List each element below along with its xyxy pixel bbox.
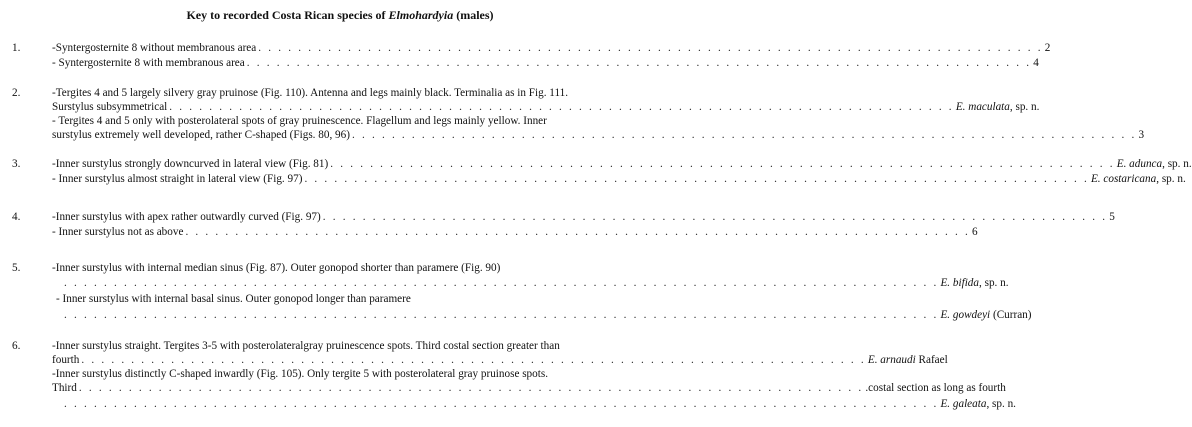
couplet-number: 3.: [12, 158, 21, 170]
key-lead: . . . . . . . . . . . . . . . . . . . . . . . . . . . . . . . . . . . . . . . . . . . . . . . . . . . . . . . . . . . . . . . . . . . . . . . . . . . . . . . . . . . . . . . . E. galeata, sp. n.: [64, 398, 1016, 410]
key-lead: . . . . . . . . . . . . . . . . . . . . . . . . . . . . . . . . . . . . . . . . . . . . . . . . . . . . . . . . . . . . . . . . . . . . . . . . . . . . . . . . . . . . . . . . E. gowdeyi (Curran): [64, 309, 1032, 321]
key-lead: -Inner surstylus with apex rather outwardly curved (Fig. 97) . . . . . . . . . . . . . . . . . . . . . . . . . . . . . . . . . . . . . . . . . . . . . . . . . . . . . . . . . . . . . . . . . . . . . . . . . . . . . . . 5: [52, 211, 1115, 223]
key-lead: -Inner surstylus strongly downcurved in lateral view (Fig. 81) . . . . . . . . . . . . . . . . . . . . . . . . . . . . . . . . . . . . . . . . . . . . . . . . . . . . . . . . . . . . . . . . . . . . . . . . . . . . . . . E. adunca, sp. n.: [52, 158, 1192, 170]
key-lead-text: - Tergites 4 and 5 only with posterolateral spots of gray pruinescence. Flagellum and legs mainly yellow. Inner: [52, 115, 547, 127]
couplet-number: 6.: [12, 340, 21, 352]
key-lead-text: -Inner surstylus with internal median sinus (Fig. 87). Outer gonopod shorter than paramere (Fig. 90): [52, 262, 501, 274]
key-lead: - Syntergosternite 8 with membranous area . . . . . . . . . . . . . . . . . . . . . . . . . . . . . . . . . . . . . . . . . . . . . . . . . . . . . . . . . . . . . . . . . . . . . . . . . . . . . . . 4: [52, 57, 1039, 69]
key-lead: - Inner surstylus not as above . . . . . . . . . . . . . . . . . . . . . . . . . . . . . . . . . . . . . . . . . . . . . . . . . . . . . . . . . . . . . . . . . . . . . . . . . . . . . . . 6: [52, 226, 978, 238]
key-lead: surstylus extremely well developed, rather C-shaped (Figs. 80, 96) . . . . . . . . . . . . . . . . . . . . . . . . . . . . . . . . . . . . . . . . . . . . . . . . . . . . . . . . . . . . . . . . . . . . . . . . . . . . . . . 3: [52, 129, 1145, 141]
couplet-number: 2.: [12, 87, 21, 99]
couplet-number: 5.: [12, 262, 21, 274]
key-lead: - Inner surstylus almost straight in lateral view (Fig. 97) . . . . . . . . . . . . . . . . . . . . . . . . . . . . . . . . . . . . . . . . . . . . . . . . . . . . . . . . . . . . . . . . . . . . . . . . . . . . . . . E. costaricana, sp. n.: [52, 173, 1186, 185]
key-lead-text: -Tergites 4 and 5 largely silvery gray pruinose (Fig. 110). Antenna and legs mainly black. Terminalia as in Fig. 111.: [52, 87, 569, 99]
couplet-number: 1.: [12, 42, 21, 54]
key-lead: Surstylus subsymmetrical . . . . . . . . . . . . . . . . . . . . . . . . . . . . . . . . . . . . . . . . . . . . . . . . . . . . . . . . . . . . . . . . . . . . . . . . . . . . . . . E. maculata, sp. n.: [52, 101, 1040, 113]
key-lead: Third . . . . . . . . . . . . . . . . . . . . . . . . . . . . . . . . . . . . . . . . . . . . . . . . . . . . . . . . . . . . . . . . . . . . . . . . . . . . . . . .costal section as long as fourth: [52, 382, 1006, 394]
key-lead: -Syntergosternite 8 without membranous area . . . . . . . . . . . . . . . . . . . . . . . . . . . . . . . . . . . . . . . . . . . . . . . . . . . . . . . . . . . . . . . . . . . . . . . . . . . . . . . 2: [52, 42, 1051, 54]
key-lead: . . . . . . . . . . . . . . . . . . . . . . . . . . . . . . . . . . . . . . . . . . . . . . . . . . . . . . . . . . . . . . . . . . . . . . . . . . . . . . . . . . . . . . . . E. bifida, sp. n.: [64, 277, 1009, 289]
key-lead-text: - Inner surstylus with internal basal sinus. Outer gonopod longer than paramere: [56, 293, 411, 305]
key-lead: fourth . . . . . . . . . . . . . . . . . . . . . . . . . . . . . . . . . . . . . . . . . . . . . . . . . . . . . . . . . . . . . . . . . . . . . . . . . . . . . . . E. arnaudi Rafael: [52, 354, 948, 366]
key-lead-text: -Inner surstylus straight. Tergites 3-5 with posterolateralgray pruinescence spots. Third costal section greater than: [52, 340, 560, 352]
page-title: Key to recorded Costa Rican species of Elmohardyia (males): [186, 8, 494, 22]
key-lead-text: -Inner surstylus distinctly C-shaped inwardly (Fig. 105). Only tergite 5 with posterolateral gray pruinose spots.: [52, 368, 549, 380]
couplet-number: 4.: [12, 211, 21, 223]
